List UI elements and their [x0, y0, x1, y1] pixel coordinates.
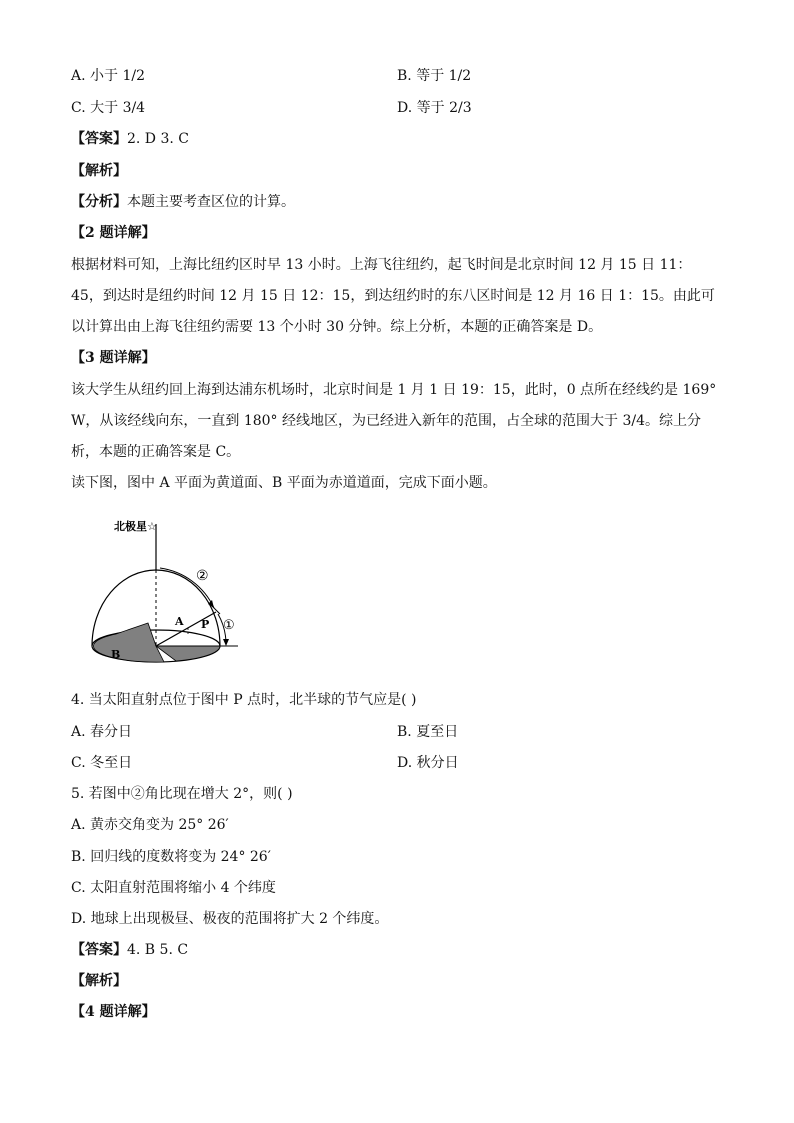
- prev-option-a: A. 小于 1/2: [71, 68, 145, 84]
- angle-2-label: ②: [196, 568, 209, 584]
- q4-option-d: D. 秋分日: [397, 755, 459, 771]
- answer-text: 2. D 3. C: [127, 131, 190, 147]
- prev-option-d: D. 等于 2/3: [397, 100, 472, 116]
- detail-2-heading: 【2 题详解】: [71, 225, 156, 241]
- analysis-label: 【分析】: [71, 194, 127, 210]
- detail-2-body: 根据材料可知，上海比纽约区时早 13 小时。上海飞往纽约，起飞时间是北京时间 12 月 15 日 11：45，到达时是纽约时间 12 月 15 日 12：15，到达纽约时的东八区时间是 12 月 16 日 1：15。由此可以计算出由上海飞往纽约需要 13 个小时 30 分钟。综上分析，本题的正确答案是 D。: [71, 257, 715, 335]
- answer-label: 【答案】: [71, 131, 127, 147]
- answer-line-1: [71, 129, 189, 149]
- answer-line-2: [71, 940, 188, 960]
- prev-option-b: B. 等于 1/2: [397, 68, 472, 84]
- q4-option-b: B. 夏至日: [397, 724, 459, 740]
- q5-option-b: B. 回归线的度数将变为 24° 26′: [71, 849, 271, 865]
- analysis-heading-1: 【解析】: [71, 163, 127, 179]
- question-4-stem: 4. 当太阳直射点位于图中 P 点时，北半球的节气应是( ): [71, 692, 417, 708]
- ecliptic-equator-diagram: [80, 510, 255, 670]
- plane-b-label: B: [111, 648, 121, 661]
- analysis-text: 本题主要考查区位的计算。: [127, 194, 295, 210]
- q5-option-a: A. 黄赤交角变为 25° 26′: [71, 817, 229, 833]
- angle-1-label: ①: [223, 618, 235, 633]
- detail-3-heading: 【3 题详解】: [71, 350, 156, 366]
- answer-text: 4. B 5. C: [127, 942, 189, 958]
- analysis-line: [71, 192, 295, 212]
- q5-option-c: C. 太阳直射范围将缩小 4 个纬度: [71, 880, 276, 896]
- prev-option-c: C. 大于 3/4: [71, 100, 146, 116]
- detail-3-body: 该大学生从纽约回上海到达浦东机场时，北京时间是 1 月 1 日 19：15，此时，0 点所在经线约是 169° W，从该经线向东，一直到 180° 经线地区，为已经进入新年的范围，占全球的范围大于 3/4。综上分析，本题的正确答案是 C。: [71, 382, 717, 460]
- q5-option-d: D. 地球上出现极昼、极夜的范围将扩大 2 个纬度。: [71, 911, 389, 927]
- shaded-sector-left: [93, 623, 164, 662]
- plane-a-label: A: [175, 615, 184, 628]
- question-5-stem: 5. 若图中②角比现在增大 2°，则( ): [71, 786, 293, 802]
- analysis-heading-2: 【解析】: [71, 973, 127, 989]
- answer-label: 【答案】: [71, 942, 127, 958]
- north-star-label: 北极星☆: [114, 520, 157, 533]
- q4-option-a: A. 春分日: [71, 724, 133, 740]
- q4-option-c: C. 冬至日: [71, 755, 133, 771]
- detail-4-heading: 【4 题详解】: [71, 1004, 156, 1020]
- angle-1-arrowhead: [223, 639, 229, 646]
- figure-intro: 读下图，图中 A 平面为黄道面、B 平面为赤道道面，完成下面小题。: [71, 475, 497, 491]
- point-p-label: P: [201, 618, 210, 631]
